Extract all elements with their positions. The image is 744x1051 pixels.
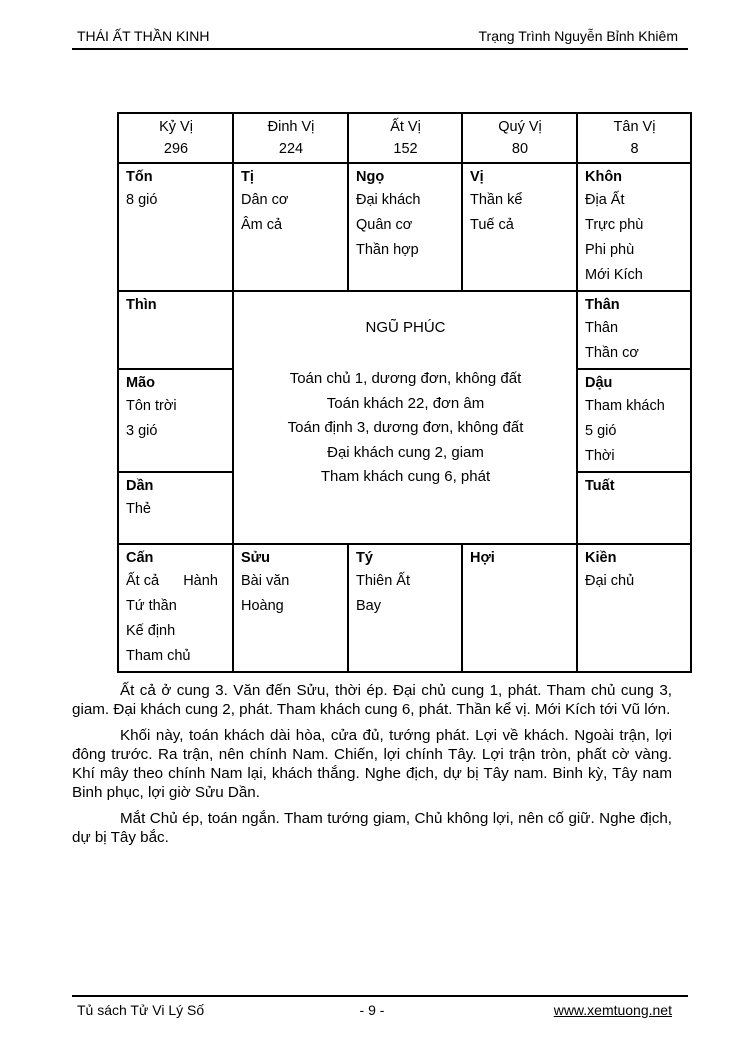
vi-label: Tân Vị bbox=[613, 119, 656, 135]
cell-ton bbox=[118, 163, 233, 291]
palace-line: Bay bbox=[356, 598, 381, 614]
palace-line: Phi phù bbox=[585, 242, 635, 258]
palace-line: Tham chủ bbox=[126, 648, 191, 664]
cell-dinh-vi bbox=[233, 113, 348, 163]
cell-ngu-phuc-center bbox=[233, 291, 577, 544]
cell-hoi bbox=[462, 544, 577, 672]
cell-tan-vi bbox=[577, 113, 691, 163]
palace-name: Tý bbox=[356, 550, 373, 566]
cell-ti bbox=[233, 163, 348, 291]
palace-line: Trực phù bbox=[585, 217, 644, 233]
palace-line: Quân cơ bbox=[356, 217, 413, 233]
palace-line: Hoàng bbox=[241, 598, 284, 614]
body-text bbox=[72, 681, 672, 853]
website-link[interactable]: www.xemtuong.net bbox=[553, 1002, 672, 1018]
vi-label: Ất Vị bbox=[390, 119, 421, 135]
palace-name: Tuất bbox=[585, 478, 615, 494]
palace-name: Tốn bbox=[126, 169, 153, 185]
cell-tuat bbox=[577, 472, 691, 544]
center-title: NGŨ PHÚC bbox=[365, 319, 446, 336]
cell-ky-vi bbox=[118, 113, 233, 163]
cell-thin bbox=[118, 291, 233, 369]
vi-value: 80 bbox=[511, 141, 529, 157]
palace-name: Thân bbox=[585, 297, 620, 313]
center-line: Đại khách cung 2, giam bbox=[327, 443, 484, 461]
cell-ty bbox=[348, 544, 462, 672]
cell-dau bbox=[577, 369, 691, 472]
palace-line: Bài văn bbox=[241, 573, 290, 589]
palace-line: 3 gió bbox=[126, 423, 158, 439]
center-lines bbox=[241, 367, 570, 490]
cell-than bbox=[577, 291, 691, 369]
palace-name: Ngọ bbox=[356, 169, 385, 185]
palace-name: Kiền bbox=[585, 550, 617, 566]
palace-line: Tuế cả bbox=[470, 217, 514, 233]
palace-line: Đại chủ bbox=[585, 573, 635, 589]
palace-line: 5 gió bbox=[585, 423, 617, 439]
cell-ngo bbox=[348, 163, 462, 291]
paragraph-2: Khối này, toán khách dài hòa, cửa đủ, tướng phát. Lợi về khách. Ngoài trận, lợi đông trước. Ra trận, nên chính Nam. Chiến, lợi chính Tây. Lợi trận tròn, phất cờ vàng. Khí mây theo chính Nam lại, khách thắng. Nghe địch, dự bị Tây nam. Binh kỳ, Tây nam Binh phục, lợi giờ Sửu Dần. bbox=[72, 726, 672, 802]
center-line: Toán khách 22, đơn âm bbox=[326, 394, 485, 412]
palace-line: Thần cơ bbox=[585, 345, 639, 361]
palace-line: Thân bbox=[585, 320, 619, 336]
header-rule bbox=[72, 48, 688, 50]
palace-line: Mới Kích bbox=[585, 267, 643, 283]
palace-name: Khôn bbox=[585, 169, 623, 185]
cell-mao bbox=[118, 369, 233, 472]
cell-dan bbox=[118, 472, 233, 544]
palace-line: Dân cơ bbox=[241, 192, 289, 208]
palace-name: Thìn bbox=[126, 297, 157, 313]
vi-label: Kỷ Vị bbox=[159, 119, 193, 135]
vi-header-row bbox=[118, 113, 691, 163]
east-west-row-1 bbox=[118, 291, 691, 369]
palace-line: Địa Ất bbox=[585, 192, 625, 208]
palace-line: Thần hợp bbox=[356, 242, 419, 258]
footer-series-title: Tủ sách Tử Vi Lý Số bbox=[77, 1002, 205, 1018]
page-number: - 9 - bbox=[359, 1002, 385, 1018]
center-line: Toán định 3, dương đơn, không đất bbox=[287, 419, 524, 436]
paragraph-1: Ất cả ở cung 3. Văn đến Sửu, thời ép. Đại chủ cung 1, phát. Tham chủ cung 3, giam. Đại khách cung 2, phát. Tham khách cung 6, phát. Thần kể vị. Mới Kích tới Vũ lớn. bbox=[72, 682, 672, 719]
cell-vi bbox=[462, 163, 577, 291]
palace-line: Thần kể bbox=[470, 192, 523, 208]
footer-rule bbox=[72, 995, 688, 997]
palace-name: Tị bbox=[241, 169, 254, 185]
south-row bbox=[118, 163, 691, 291]
palace-line: Tham khách bbox=[585, 398, 665, 414]
cell-can bbox=[118, 544, 233, 672]
palace-line: Tôn trời bbox=[126, 398, 177, 414]
center-line: Toán chủ 1, dương đơn, không đất bbox=[289, 370, 522, 387]
palace-line: Thẻ bbox=[126, 501, 151, 517]
palace-line: Ất cả Hành bbox=[126, 573, 218, 589]
palace-line: Đại khách bbox=[356, 192, 421, 208]
vi-value: 152 bbox=[393, 141, 418, 157]
palace-line: Thời bbox=[585, 448, 615, 464]
palace-line: 8 gió bbox=[126, 192, 158, 208]
palace-name: Dậu bbox=[585, 375, 613, 391]
palace-line: Thiên Ất bbox=[356, 573, 410, 589]
author-name: Trạng Trình Nguyễn Bỉnh Khiêm bbox=[478, 28, 678, 44]
vi-value: 224 bbox=[278, 141, 304, 157]
vi-label: Quý Vị bbox=[498, 119, 542, 135]
palace-name: Hợi bbox=[470, 550, 495, 566]
vi-value: 296 bbox=[163, 141, 189, 157]
vi-value: 8 bbox=[630, 141, 639, 157]
cell-khon bbox=[577, 163, 691, 291]
cell-suu bbox=[233, 544, 348, 672]
palace-line: Âm cả bbox=[241, 217, 283, 233]
paragraph-3: Mắt Chủ ép, toán ngắn. Tham tướng giam, Chủ không lợi, nên cố giữ. Nghe địch, dự bị Tây bắc. bbox=[72, 809, 672, 847]
book-title: THÁI ẤT THẦN KINH bbox=[77, 28, 210, 44]
palace-name: Dần bbox=[126, 478, 154, 494]
cell-at-vi bbox=[348, 113, 462, 163]
vi-label: Đinh Vị bbox=[267, 119, 315, 135]
palace-name: Vị bbox=[470, 169, 484, 185]
cell-kien bbox=[577, 544, 691, 672]
cell-quy-vi bbox=[462, 113, 577, 163]
palace-name: Sửu bbox=[241, 550, 271, 566]
palace-name: Mão bbox=[126, 375, 155, 391]
north-row bbox=[118, 544, 691, 672]
center-line: Tham khách cung 6, phát bbox=[320, 468, 491, 485]
divination-grid bbox=[117, 112, 692, 673]
palace-name: Cấn bbox=[126, 550, 154, 566]
palace-line: Tứ thần bbox=[126, 598, 177, 614]
palace-line: Kế định bbox=[126, 623, 176, 639]
